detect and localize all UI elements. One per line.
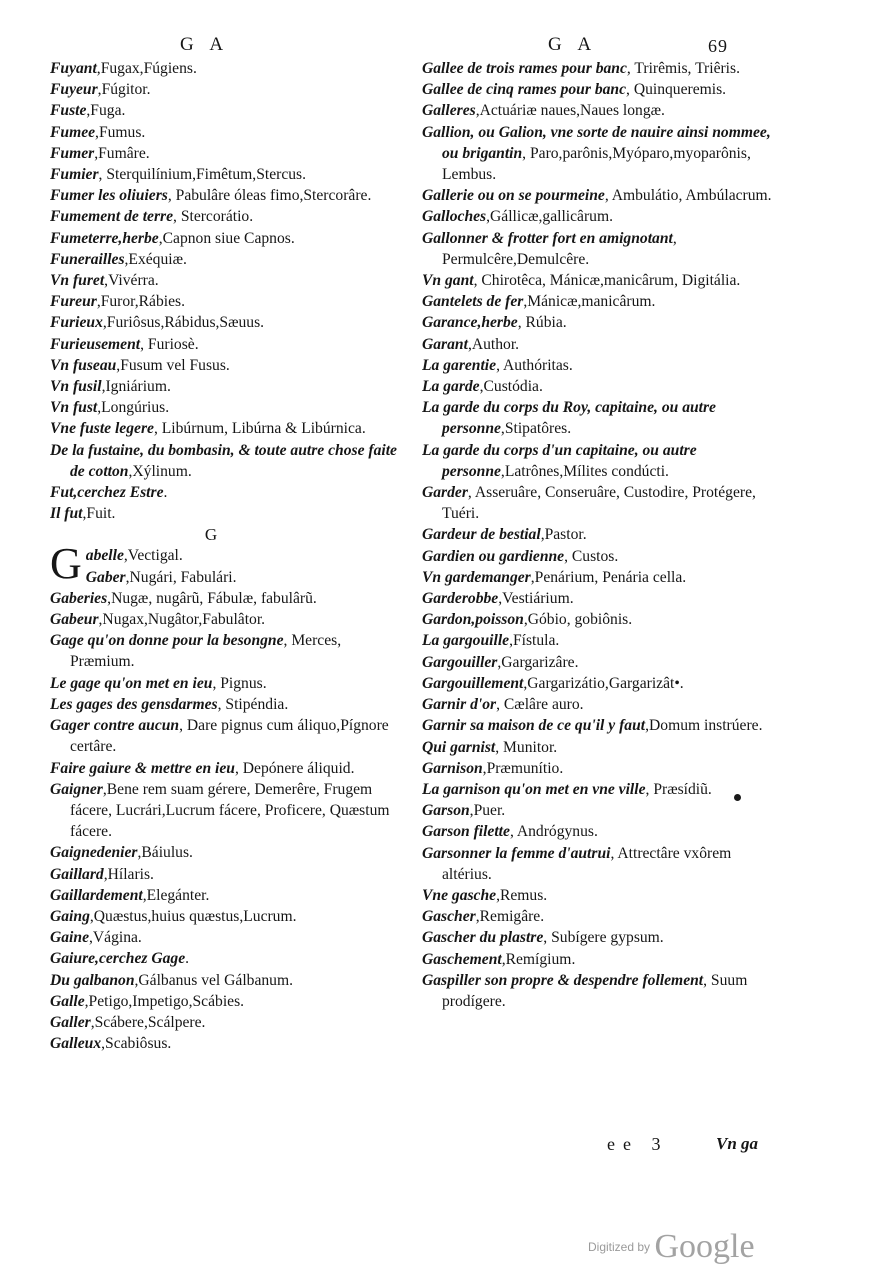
dictionary-entry xyxy=(422,58,774,79)
latin-gloss: ,Furiôsus,Rábidus,Sæuus. xyxy=(102,314,265,332)
headword: Vn fusil xyxy=(50,378,102,396)
latin-gloss: ,Scabiôsus. xyxy=(101,1035,172,1053)
latin-gloss: , Custos. xyxy=(564,547,619,565)
latin-gloss: , Rúbia. xyxy=(517,314,567,332)
latin-gloss: ,Actuáriæ naues,Naues longæ. xyxy=(475,102,665,120)
dictionary-entry xyxy=(422,949,774,970)
headword: Fumer xyxy=(50,144,95,162)
headword: Fumer les oliuiers xyxy=(50,187,168,205)
latin-gloss: ,Bene rem suam gérere, Demerêre, Frugem fácere, Lucrári,Lucrum fácere, Proficere, Quæstum fácere. xyxy=(70,780,390,841)
latin-gloss: ,Puer. xyxy=(469,802,506,820)
headword: Vn fuseau xyxy=(50,356,117,374)
latin-gloss: , Trirêmis, Triêris. xyxy=(626,60,740,77)
dictionary-entry xyxy=(50,291,402,312)
headword: Furieux xyxy=(50,314,103,332)
headword: Vne fuste legere xyxy=(50,420,154,438)
dictionary-entry xyxy=(422,79,774,100)
latin-gloss: ,Custódia. xyxy=(479,378,543,396)
headword: Gardeur de bestial xyxy=(422,526,541,544)
latin-gloss: ,Hílaris. xyxy=(103,865,154,883)
latin-gloss: ,Gargarizátio,Gargarizât•. xyxy=(523,674,684,692)
dictionary-entry xyxy=(50,503,402,524)
latin-gloss: , Paro,parônis,Myóparo,myoparônis, Lembus. xyxy=(442,144,751,184)
latin-gloss: , Furiosè. xyxy=(140,335,199,353)
latin-gloss: ,Stipatôres. xyxy=(500,420,572,438)
dictionary-entry xyxy=(50,906,402,927)
dictionary-entry xyxy=(422,228,774,270)
headword: Le gage qu'on met en ieu xyxy=(50,674,213,692)
headword: Gager contre aucun xyxy=(50,717,180,735)
latin-gloss: , Præsídiũ. xyxy=(645,780,712,798)
dictionary-entry xyxy=(422,715,774,736)
latin-gloss: , Depónere áliquid. xyxy=(234,759,355,777)
headword: Gage qu'on donne pour la besongne xyxy=(50,632,284,650)
page-number: 69 xyxy=(708,36,728,56)
digitized-watermark xyxy=(588,1228,755,1266)
headword: Garsonner la femme d'autrui xyxy=(422,844,611,862)
headword: Garson xyxy=(422,802,470,820)
headword: Gantelets de fer xyxy=(422,293,524,311)
headword: Vn gardemanger xyxy=(422,568,531,586)
headword: Fumier xyxy=(50,166,99,184)
latin-gloss: ,Furor,Rábies. xyxy=(96,293,185,311)
dictionary-entry xyxy=(86,567,402,588)
dictionary-entry xyxy=(422,546,774,567)
dictionary-entry xyxy=(422,927,774,948)
dictionary-entry xyxy=(50,249,402,270)
dictionary-entry xyxy=(422,185,774,206)
dictionary-entry xyxy=(50,927,402,948)
latin-gloss: ,Pastor. xyxy=(540,526,587,544)
headword: Garson filette xyxy=(422,823,510,841)
latin-gloss: , Andrógynus. xyxy=(509,823,598,841)
dictionary-entry xyxy=(50,779,402,843)
dictionary-entry xyxy=(422,885,774,906)
headword: Gardien ou gardienne xyxy=(422,547,565,565)
latin-gloss: ,Mánicæ,manicârum. xyxy=(523,293,656,311)
latin-gloss: ,Igniárium. xyxy=(101,378,171,396)
headword: Vne gasche xyxy=(422,886,497,904)
headword: Fuste xyxy=(50,102,87,120)
latin-gloss: ,Fúgitor. xyxy=(97,81,151,99)
headword: Garnir d'or xyxy=(422,696,497,714)
headword: La garentie xyxy=(422,356,497,374)
dictionary-entry xyxy=(422,440,774,482)
latin-gloss: , Asseruâre, Conseruâre, Custodire, Protégere, Tuéri. xyxy=(442,484,756,523)
latin-gloss: , Attrectâre vxôrem altérius. xyxy=(442,844,732,883)
latin-gloss: ,Nugæ, nugârũ, Fábulæ, fabulârũ. xyxy=(107,589,317,607)
dictionary-entry xyxy=(50,970,402,991)
latin-gloss: ,Góbio, gobiônis. xyxy=(523,611,633,629)
dictionary-entry xyxy=(422,630,774,651)
headword: Fureur xyxy=(50,293,97,311)
headword: Galler xyxy=(50,1013,91,1031)
dictionary-entry xyxy=(50,588,402,609)
dictionary-entry xyxy=(50,355,402,376)
dictionary-entry xyxy=(50,206,402,227)
headword: Vn fust xyxy=(50,399,98,417)
headword: Gallerie ou on se pourmeine xyxy=(422,187,605,205)
headword: Garnison xyxy=(422,759,483,777)
headword: Funerailles xyxy=(50,250,125,268)
latin-gloss: ,Domum instrúere. xyxy=(645,717,763,735)
dictionary-entry xyxy=(50,270,402,291)
headword: Gaignedenier xyxy=(50,844,138,862)
headword: Vn gant xyxy=(422,272,474,290)
headword: Faire gaiure & mettre en ieu xyxy=(50,759,235,777)
ink-spot xyxy=(734,794,741,801)
dictionary-entry xyxy=(422,906,774,927)
dictionary-entry xyxy=(50,228,402,249)
headword: Gallee de cinq rames pour banc xyxy=(422,81,627,99)
dictionary-entry xyxy=(50,1033,402,1054)
headword: La garde du corps du Roy, capitaine, ou autre personne xyxy=(422,399,716,438)
dictionary-entry xyxy=(422,652,774,673)
latin-gloss: ,Gálbanus vel Gálbanum. xyxy=(134,971,293,989)
headword: abelle xyxy=(85,547,124,565)
headword: Gaberies xyxy=(50,589,108,607)
dictionary-entry xyxy=(50,948,402,969)
latin-gloss: , Sterquilínium,Fimêtum,Stercus. xyxy=(98,166,307,184)
latin-gloss: ,Remigâre. xyxy=(475,908,545,926)
dictionary-entry xyxy=(50,715,402,757)
headword: Galloches xyxy=(422,208,487,226)
dictionary-entry xyxy=(422,588,774,609)
dictionary-entry xyxy=(422,206,774,227)
latin-gloss: ,Xýlinum. xyxy=(128,462,192,480)
latin-gloss: , Chirotêca, Mánicæ,manicârum, Digitália. xyxy=(473,272,741,290)
latin-gloss: ,Remus. xyxy=(496,886,548,904)
dictionary-entry xyxy=(50,482,402,503)
dictionary-entry xyxy=(422,397,774,439)
latin-gloss: , Libúrnum, Libúrna & Libúrnica. xyxy=(153,420,366,438)
dictionary-entry xyxy=(422,482,774,524)
latin-gloss: , Authóritas. xyxy=(496,356,573,374)
dictionary-entry xyxy=(422,673,774,694)
headword: Fumee xyxy=(50,123,96,141)
headword: Garderobbe xyxy=(422,590,499,608)
headword: Fumeterre,herbe xyxy=(50,229,159,247)
dictionary-entry xyxy=(50,694,402,715)
digitized-prefix: Digitized by xyxy=(588,1240,651,1254)
signature-mark: ee 3 xyxy=(607,1134,669,1154)
latin-gloss: ,Nugári, Fabulári. xyxy=(125,568,237,586)
latin-gloss: , Stercorátio. xyxy=(173,208,254,226)
headword: Gaigner xyxy=(50,780,103,798)
headword: Fuyant xyxy=(50,60,97,77)
headword: Fumement de terre xyxy=(50,208,174,226)
latin-gloss: , Merces, Præmium. xyxy=(70,632,342,671)
headword: Gaiure,cerchez Gage xyxy=(50,950,186,968)
latin-gloss: ,Quæstus,huius quæstus,Lucrum. xyxy=(89,907,297,925)
latin-gloss: , Ambulátio, Ambúlacrum. xyxy=(604,187,772,205)
headword: Fut,cerchez Estre xyxy=(50,484,164,502)
latin-gloss: . xyxy=(163,484,168,502)
dictionary-entry xyxy=(50,885,402,906)
latin-gloss: ,Vivérra. xyxy=(104,272,159,290)
latin-gloss: ,Fusum vel Fusus. xyxy=(116,356,230,374)
dictionary-entry xyxy=(50,609,402,630)
headword: Il fut xyxy=(50,505,83,523)
headword: Furieusement xyxy=(50,335,141,353)
headword: Gaspiller son propre & despendre follement xyxy=(422,971,704,989)
latin-gloss: ,Fuga. xyxy=(86,102,126,120)
headword: La garde xyxy=(422,378,480,396)
running-head-right: G A xyxy=(548,34,598,55)
dictionary-entry xyxy=(50,991,402,1012)
dictionary-entry xyxy=(50,842,402,863)
dictionary-entry xyxy=(422,524,774,545)
headword: Galle xyxy=(50,992,85,1010)
headword: Gabeur xyxy=(50,611,99,629)
latin-gloss: ,Capnon siue Capnos. xyxy=(158,229,295,247)
headword: La garnison qu'on met en vne ville xyxy=(422,780,646,798)
latin-gloss: , Pabulâre óleas fimo,Stercorâre. xyxy=(167,187,372,205)
drop-cap: G xyxy=(50,539,82,589)
headword: Vn furet xyxy=(50,272,105,290)
dictionary-entry xyxy=(50,79,402,100)
dictionary-entry xyxy=(422,821,774,842)
headword: La garde du corps d'un capitaine, ou autre personne xyxy=(422,441,697,480)
dictionary-entry xyxy=(50,376,402,397)
dictionary-entry xyxy=(422,843,774,885)
headword: Galleres xyxy=(422,102,476,120)
dictionary-entry xyxy=(50,312,402,333)
dictionary-entry xyxy=(50,864,402,885)
dictionary-entry xyxy=(422,122,774,186)
dictionary-entry xyxy=(422,694,774,715)
dictionary-entry xyxy=(422,800,774,821)
headword: Fuyeur xyxy=(50,81,98,99)
headword: Galleux xyxy=(50,1035,102,1053)
headword: Gaschement xyxy=(422,950,502,968)
latin-gloss: ,Præmunítio. xyxy=(482,759,564,777)
latin-gloss: ,Elegánter. xyxy=(142,886,210,904)
latin-gloss: , Subígere gypsum. xyxy=(543,929,664,947)
dictionary-entry xyxy=(50,397,402,418)
latin-gloss: ,Vestiárium. xyxy=(498,590,574,608)
latin-gloss: ,Petigo,Impetigo,Scábies. xyxy=(84,992,245,1010)
latin-gloss: ,Vágina. xyxy=(88,929,142,947)
latin-gloss: ,Exéquiæ. xyxy=(124,250,187,268)
dictionary-entry xyxy=(422,355,774,376)
headword: Garance,herbe xyxy=(422,314,518,332)
headword: Gaillard xyxy=(50,865,104,883)
headword: Les gages des gensdarmes xyxy=(50,695,218,713)
latin-gloss: . xyxy=(185,950,190,968)
dictionary-entry xyxy=(422,376,774,397)
headword: Du galbanon xyxy=(50,971,135,989)
dictionary-entry xyxy=(422,970,774,1012)
dictionary-entry xyxy=(50,440,402,482)
dictionary-entry xyxy=(422,779,774,800)
dictionary-entry xyxy=(50,164,402,185)
latin-gloss: ,Gállicæ,gallicârum. xyxy=(486,208,613,226)
dictionary-entry xyxy=(50,185,402,206)
latin-gloss: , Stipéndia. xyxy=(217,695,289,713)
dictionary-entry xyxy=(50,58,402,79)
google-wordmark: Google xyxy=(654,1228,755,1265)
dictionary-entry xyxy=(422,270,774,291)
dictionary-entry xyxy=(50,122,402,143)
dictionary-entry xyxy=(50,673,402,694)
latin-gloss: ,Vectigal. xyxy=(123,547,183,565)
latin-gloss: , Pignus. xyxy=(212,674,267,692)
latin-gloss: ,Remígium. xyxy=(501,950,576,968)
headword: Garnir sa maison de ce qu'il y faut xyxy=(422,717,646,735)
dictionary-entry xyxy=(422,312,774,333)
dictionary-entry xyxy=(86,545,402,566)
headword: Gardon,poisson xyxy=(422,611,524,629)
headword: Gascher du plastre xyxy=(422,929,544,947)
latin-gloss: , Suum prodígere. xyxy=(442,971,748,1010)
dictionary-entry xyxy=(50,143,402,164)
latin-gloss: ,Fugax,Fúgiens. xyxy=(96,60,197,77)
dictionary-entry xyxy=(50,630,402,672)
latin-gloss: ,Scábere,Scálpere. xyxy=(90,1013,206,1031)
right-column xyxy=(422,58,774,1012)
running-head-left: G A xyxy=(180,34,230,55)
dictionary-entry xyxy=(50,418,402,439)
latin-gloss: ,Latrônes,Mílites condúcti. xyxy=(500,462,669,480)
headword: Gascher xyxy=(422,908,476,926)
dictionary-entry xyxy=(422,334,774,355)
latin-gloss: ,Fumâre. xyxy=(94,144,150,162)
headword: La gargouille xyxy=(422,632,510,650)
latin-gloss: ,Gargarizâre. xyxy=(497,653,579,671)
latin-gloss: , Permulcêre,Demulcêre. xyxy=(442,229,677,268)
latin-gloss: , Dare pignus cum áliquo,Pígnore certâre. xyxy=(70,717,389,756)
latin-gloss: ,Penárium, Penária cella. xyxy=(530,568,687,586)
headword: De la fustaine, du bombasin, & toute autre chose faite de cotton xyxy=(50,441,397,480)
headword: Gaber xyxy=(85,568,126,586)
dictionary-entry xyxy=(422,567,774,588)
dictionary-entry xyxy=(422,609,774,630)
headword: Gaing xyxy=(50,907,90,925)
dictionary-entry xyxy=(422,291,774,312)
headword: Gargouillement xyxy=(422,674,524,692)
headword: Gallion, ou Galion, vne sorte de nauire ainsi nommee, ou brigantin xyxy=(422,123,771,162)
latin-gloss: , Quinqueremis. xyxy=(626,81,727,99)
dictionary-entry xyxy=(422,737,774,758)
latin-gloss: ,Longúrius. xyxy=(97,399,170,417)
headword: Gaine xyxy=(50,929,89,947)
latin-gloss: , Munitor. xyxy=(495,738,558,756)
headword: Gallee de trois rames pour banc xyxy=(422,60,627,77)
headword: Garant xyxy=(422,335,468,353)
headword: Gaillardement xyxy=(50,886,143,904)
latin-gloss: ,Fuit. xyxy=(82,505,116,523)
latin-gloss: , Cælâre auro. xyxy=(496,696,584,714)
dictionary-entry xyxy=(422,100,774,121)
headword: Qui garnist xyxy=(422,738,496,756)
latin-gloss: ,Fumus. xyxy=(95,123,146,141)
latin-gloss: ,Nugax,Nugâtor,Fabulâtor. xyxy=(98,611,266,629)
latin-gloss: ,Author. xyxy=(467,335,520,353)
headword: Garder xyxy=(422,484,468,502)
latin-gloss: ,Báiulus. xyxy=(137,844,193,862)
dictionary-entry xyxy=(50,100,402,121)
left-column xyxy=(50,58,402,1054)
dictionary-entry xyxy=(422,758,774,779)
latin-gloss: ,Fístula. xyxy=(509,632,560,650)
dictionary-entry xyxy=(50,334,402,355)
headword: Gargouiller xyxy=(422,653,498,671)
dictionary-entry xyxy=(50,758,402,779)
headword: Gallonner & frotter fort en amignotant xyxy=(422,229,673,247)
dictionary-entry xyxy=(50,1012,402,1033)
catchword: Vn ga xyxy=(716,1134,759,1153)
section-heading: G xyxy=(204,525,218,545)
